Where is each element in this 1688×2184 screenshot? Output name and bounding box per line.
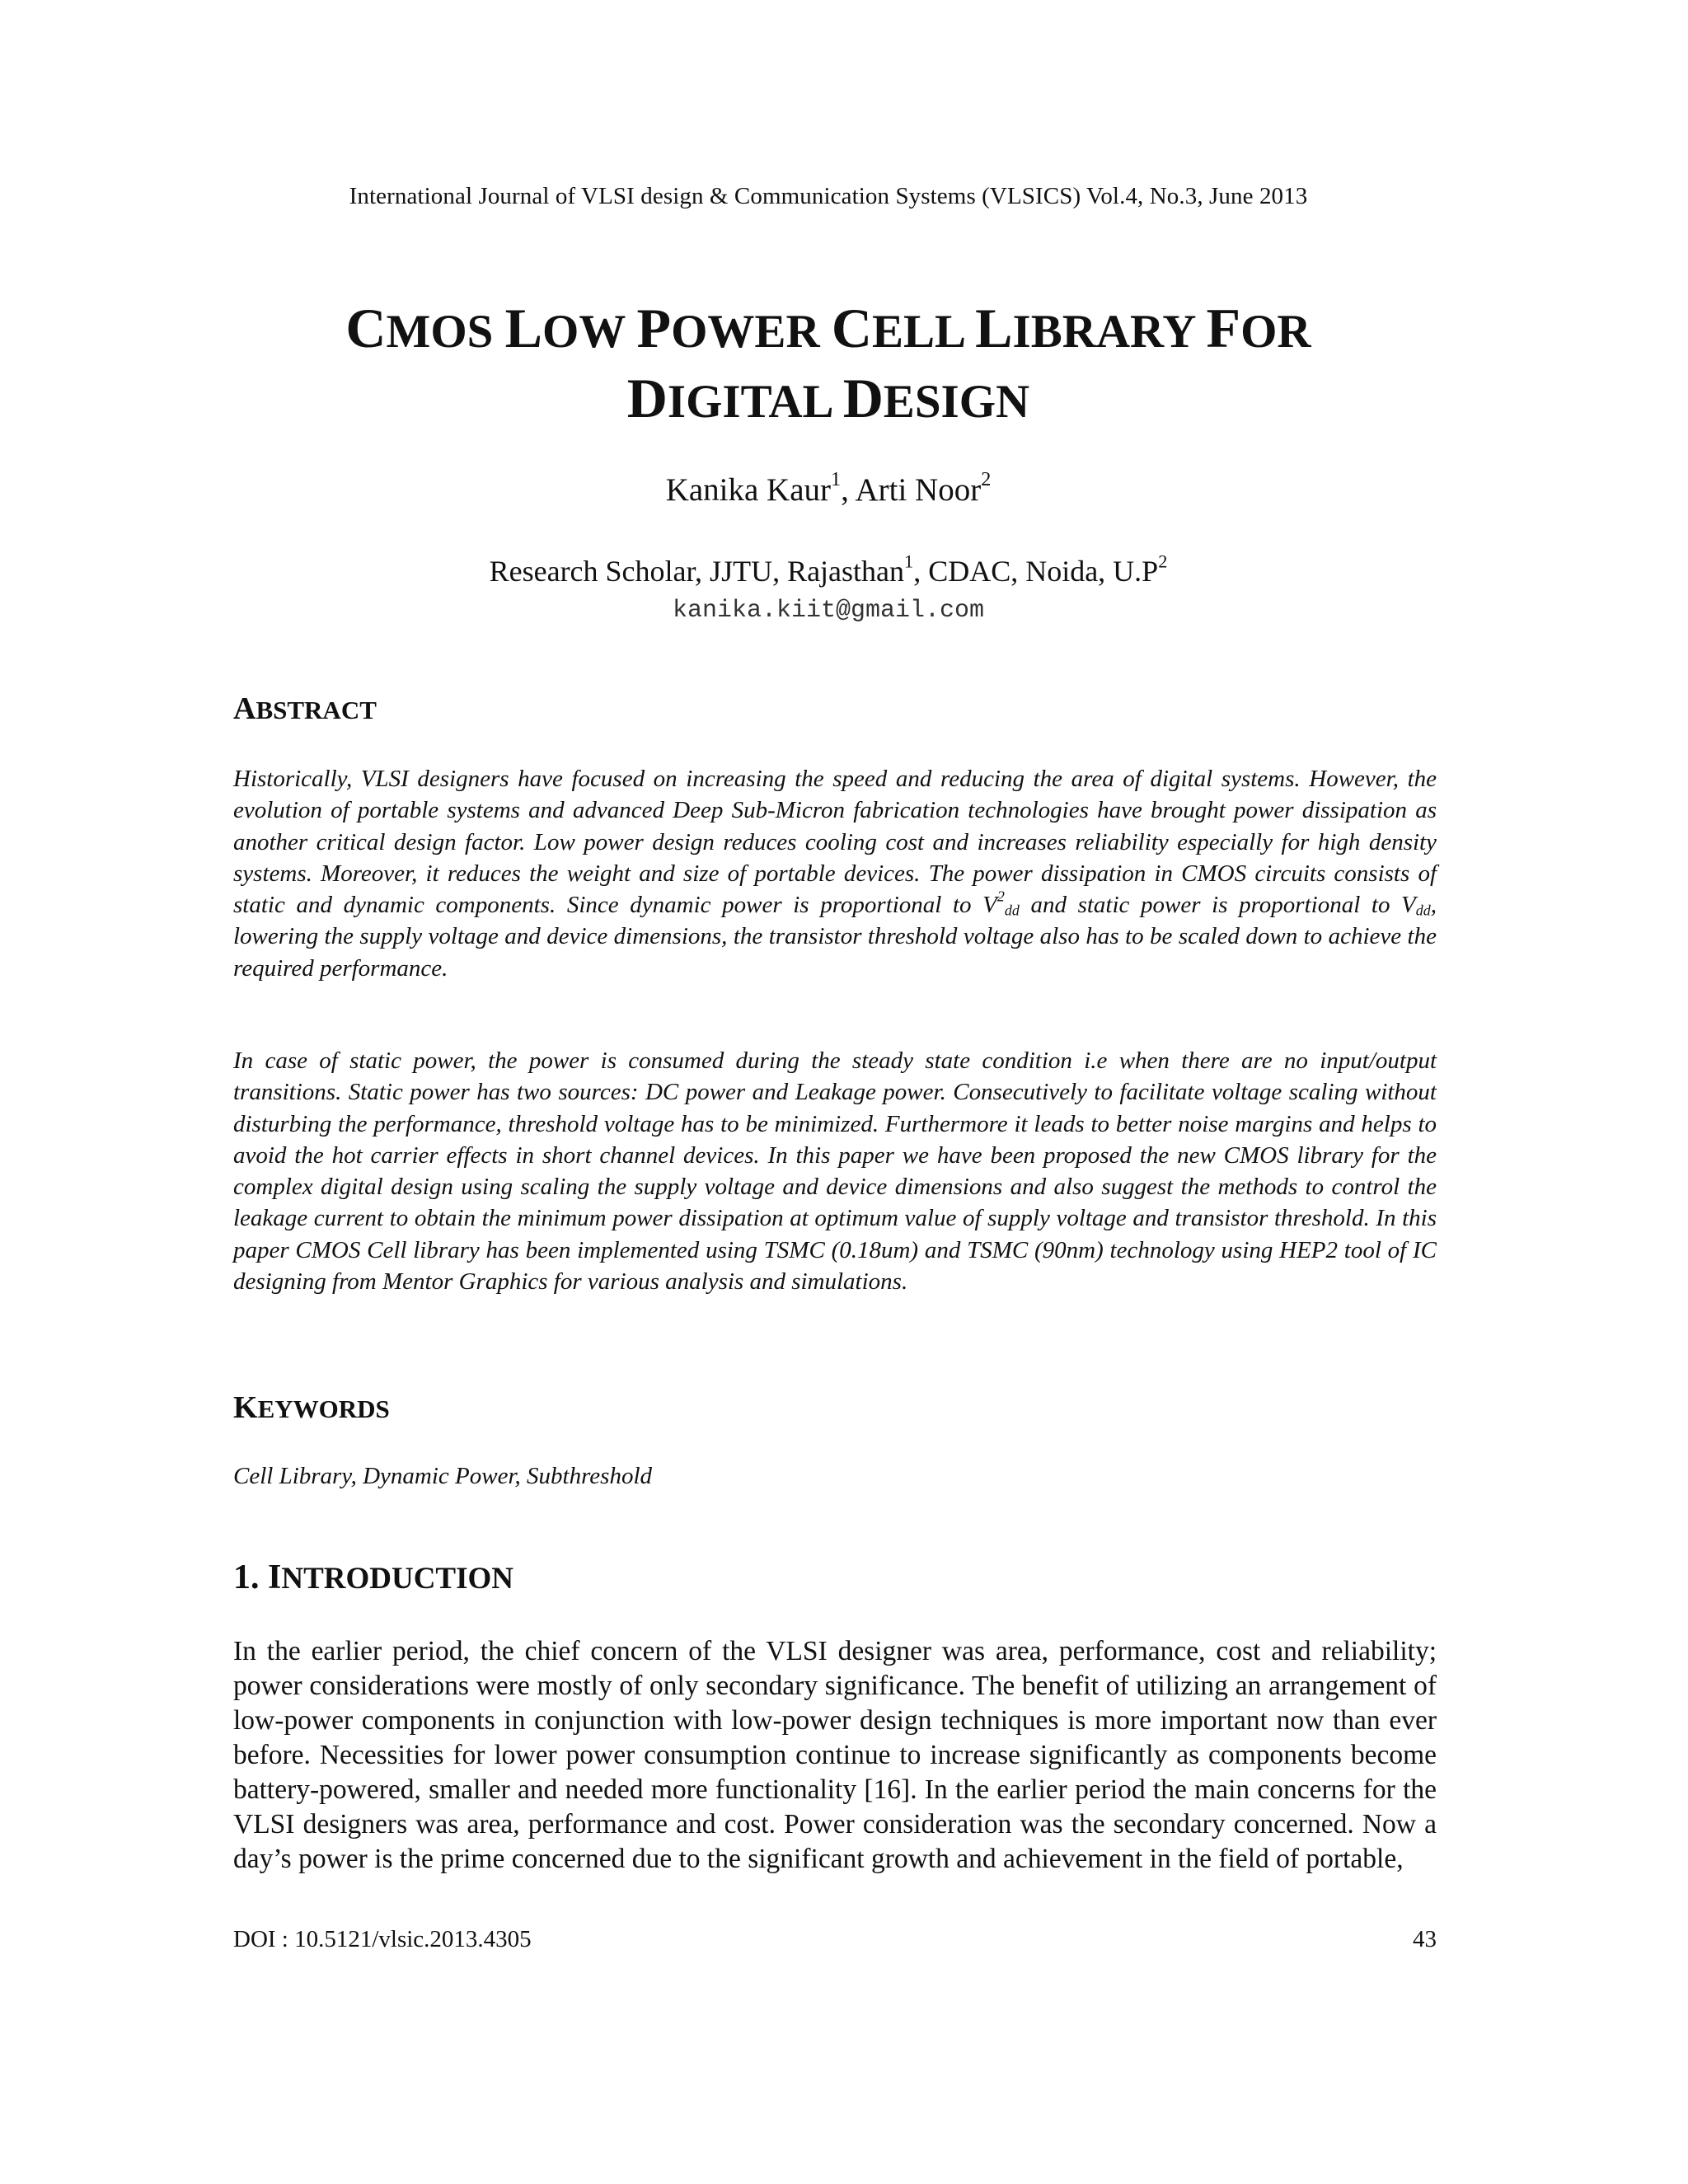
title-word: LIBRARY — [975, 297, 1195, 359]
title-word: CMOS — [345, 297, 494, 359]
title-word: CELL — [831, 297, 964, 359]
title-word: POWER — [636, 297, 820, 359]
introduction-heading: 1. INTRODUCTION — [233, 1558, 513, 1596]
affiliation-line: Research Scholar, JJTU, Rajasthan$^1$, CDAC, Noida, $U.P^2$ — [489, 551, 1168, 588]
introduction-paragraph: In the earlier period, the chief concern of the VLSI designer was area, performance, cost and reliability; power considerations were mostly of only secondary significance. The benefit of utilizing an arrangement of low-power components in conjunction with low-power design techniques is more important now than ever before. Necessities for lower power consumption continue to increase significantly as components become battery-powered, smaller and needed more functionality [16]. In the earlier period the main concerns for the VLSI designers was area, performance and cost. Power consideration was the secondary concerned. Now a day’s power is the prime concerned due to the significant growth and achievement in the field of portable, — [233, 1636, 1437, 1874]
paper-title — [0, 295, 1657, 435]
author-name: Arti Noor — [855, 472, 982, 508]
doi-footer: DOI : 10.5121/vlsic.2013.4305 — [233, 1926, 532, 1952]
author-line: Kanika Kaur$^1$, Arti Noor$^2$ — [665, 467, 992, 508]
author-name: Kanika Kaur — [665, 472, 832, 508]
abstract-heading: ABSTRACT — [233, 691, 377, 726]
author-affiliation-marker: 1 — [831, 467, 842, 490]
abstract-paragraph-1: Historically, VLSI designers have focused on increasing the speed and reducing the area of digital systems. However, the evolution of portable systems and advanced Deep Sub-Micron fabrication technologies have brought power dissipation as another critical design factor. Low power design reduces cooling cost and increases reliability especially for high density systems. Moreover, it reduces the weight and size of portable devices. The power dissipation in CMOS circuits consists of static and dynamic components. Since dynamic power is proportional to $V^2_{dd}$ and static power is proportional to $V_{dd}$, lowering the supply voltage and device dimensions, the transistor threshold voltage also has to be scaled down to achieve the required performance. — [233, 766, 1437, 982]
title-line-2 — [0, 365, 1657, 435]
title-word: DIGITAL — [626, 367, 832, 429]
author-email[interactable]: kanika.kiit@gmail.com — [672, 597, 985, 625]
running-header: International Journal of VLSI design & Communication Systems (VLSICS) Vol.4, No.3, June 2013 — [349, 183, 1308, 209]
title-line-1 — [0, 295, 1657, 365]
author-affiliation-marker: 2 — [981, 467, 992, 490]
title-word: FOR — [1206, 297, 1311, 359]
page-number: 43 — [1413, 1926, 1437, 1952]
abstract-paragraph-2: In case of static power, the power is consumed during the steady state condition i.e when there are no input/output transitions. Static power has two sources: DC power and Leakage power. Consecutively to facilitate voltage scaling without disturbing the performance, threshold voltage has to be minimized. Furthermore it leads to better noise margins and helps to avoid the hot carrier effects in short channel devices. In this paper we have been proposed the new CMOS library for the complex digital design using scaling the supply voltage and device dimensions and also suggest the methods to control the leakage current to obtain the minimum power dissipation at optimum value of supply voltage and transistor threshold. In this paper CMOS Cell library has been implemented using TSMC (0.18um) and TSMC (90nm) technology using HEP2 tool of IC designing from Mentor Graphics for various analysis and simulations. — [233, 1047, 1437, 1296]
keywords-heading: KEYWORDS — [233, 1390, 390, 1425]
keywords-text: Cell Library, Dynamic Power, Subthreshold — [233, 1463, 653, 1489]
title-word: DESIGN — [842, 367, 1030, 429]
title-word: LOW — [504, 297, 626, 359]
